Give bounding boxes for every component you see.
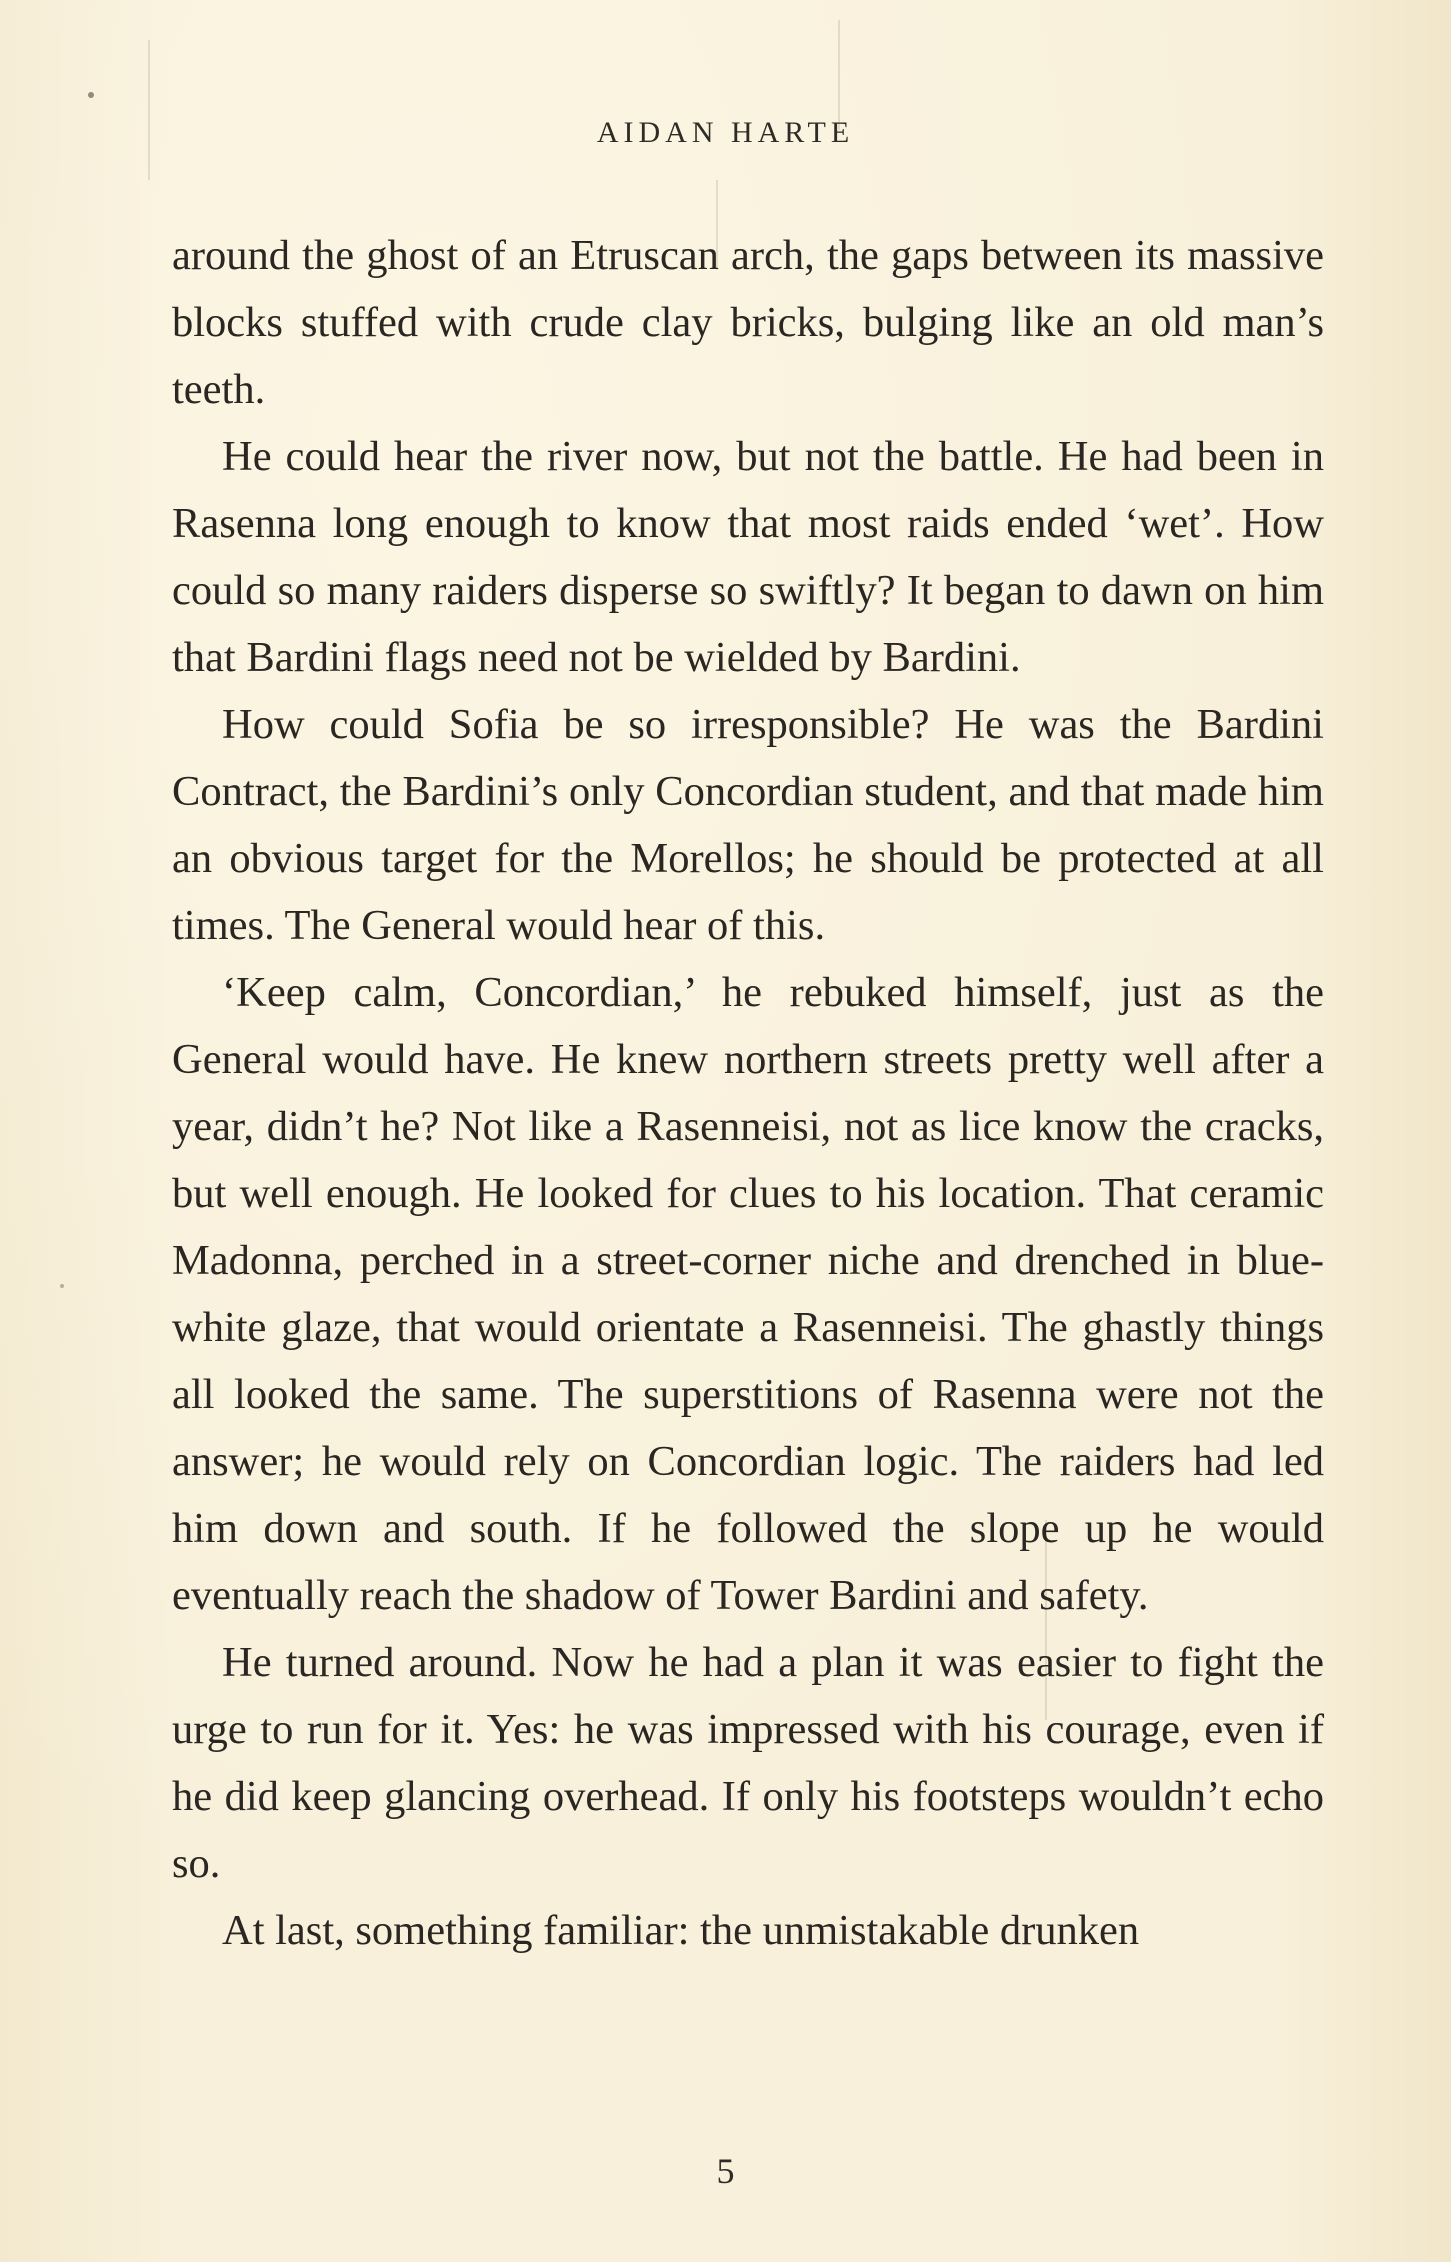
page-number: 5 bbox=[716, 2151, 735, 2191]
body-text bbox=[172, 222, 1324, 1964]
ink-speck bbox=[60, 1284, 64, 1288]
paragraph: He turned around. Now he had a plan it was easier to fight the urge to run for it. Yes: he was impressed with his courage, even if he did keep glancing overhead. If only his footsteps wouldn’t echo so. bbox=[172, 1639, 1324, 1887]
running-head: AIDAN HARTE bbox=[596, 116, 855, 149]
paragraph: At last, something familiar: the unmistakable drunken bbox=[222, 1907, 1140, 1954]
paragraph-continued: around the ghost of an Etruscan arch, the gaps between its massive blocks stuffed with crude clay bricks, bulging like an old man’s teeth. bbox=[172, 232, 1324, 413]
ink-speck bbox=[88, 92, 94, 98]
paper-crease bbox=[148, 40, 150, 180]
paper-crease bbox=[838, 20, 840, 130]
paragraph: How could Sofia be so irresponsible? He was the Bardini Contract, the Bardini’s only Concordian student, and that made him an obvious target for the Morellos; he should be protected at all times. The General would hear of this. bbox=[172, 701, 1324, 949]
paragraph: ‘Keep calm, Concordian,’ he rebuked himself, just as the General would have. He knew northern streets pretty well after a year, didn’t he? Not like a Rasenneisi, not as lice know the cracks, but well enough. He looked for clues to his location. That ceramic Madonna, perched in a street-corner niche and drenched in blue-white glaze, that would orientate a Rasenneisi. The ghastly things all looked the same. The superstitions of Rasenna were not the answer; he would rely on Concordian logic. The raiders had led him down and south. If he followed the slope up he would eventually reach the shadow of Tower Bardini and safety. bbox=[172, 969, 1324, 1619]
paragraph: He could hear the river now, but not the battle. He had been in Rasenna long enough to know that most raids ended ‘wet’. How could so many raiders disperse so swiftly? It began to dawn on him that Bardini flags need not be wielded by Bardini. bbox=[172, 433, 1324, 681]
